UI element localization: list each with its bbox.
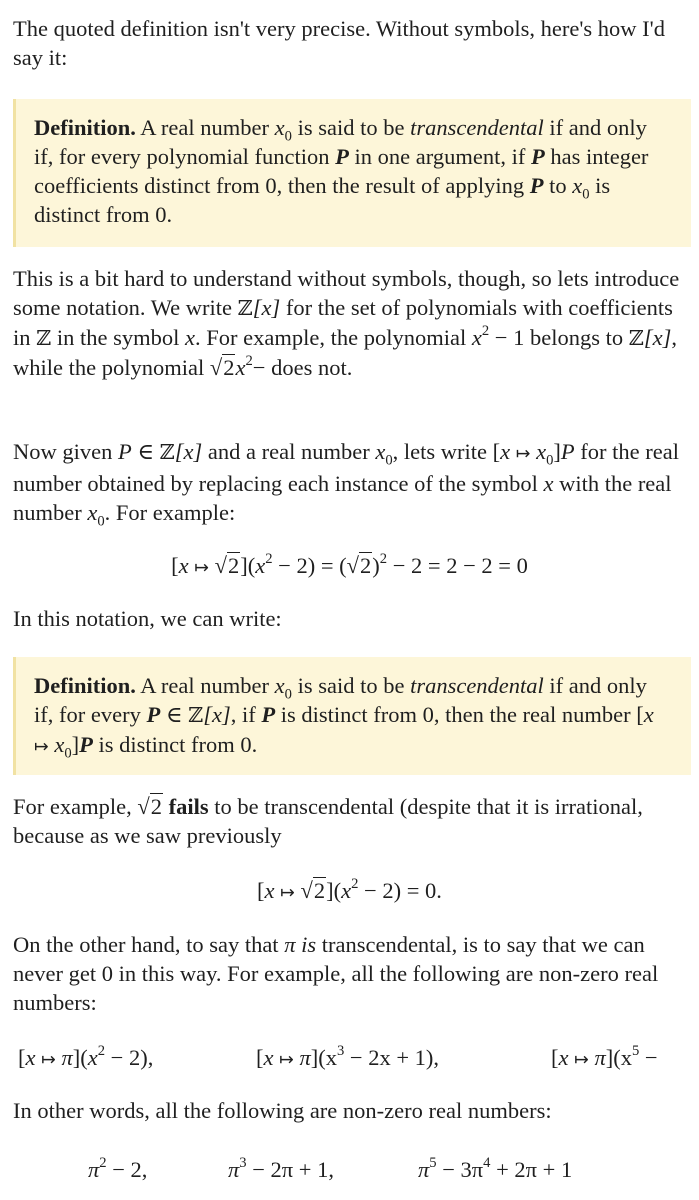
other-hand-paragraph: On the other hand, to say that π is transcendental, is to say that we can never get 0 in this way. For example, all the following are non-zero real numbers:	[13, 932, 659, 1015]
pi-values-row	[0, 1155, 699, 1185]
pi-value-3: $\pi^5 - 3\pi^4 + 2\pi + 1$	[418, 1155, 573, 1182]
equation-sqrt2-evaluation: [x ↦ $√2](x^2 - 2) = (√2)^2 - 2 = 2 - 2 = 0$	[171, 551, 528, 578]
pi-value-1: $\pi^2 - 2$,	[88, 1155, 148, 1182]
transcendental-term-2: transcendental	[410, 673, 544, 698]
in-notation-paragraph: In this notation, we can write:	[13, 606, 282, 631]
pi-value-2: $\pi^3 - 2\pi + 1$,	[228, 1155, 334, 1182]
definition-1-text: Definition. A real number $x_0$ is said to be transcendental if and only if, for every polynomial function P in one argument, if P has integer coefficients distinct from 0, then the result of applying P to $x_0$ is distinct from 0.	[34, 115, 649, 227]
transcendental-term: transcendental	[410, 115, 544, 140]
equation-sqrt2-zero: [x ↦ $√2](x^2 - 2) = 0$.	[257, 876, 442, 903]
notation-paragraph: This is a bit hard to understand without symbols, though, so lets introduce some notation. We write ℤ[x] for the set of polynomials with coefficients in ℤ in the symbol x. For example, the polynomial $x^2 - 1$ belongs to ℤ[x], while the polynomial $√2x^2-$ does not.	[13, 266, 680, 380]
definition-box-1	[13, 99, 691, 247]
definition-2-label: Definition.	[34, 673, 136, 698]
definition-2-text: Definition. A real number $x_0$ is said to be transcendental if and only if, for every P ∈ ℤ[x], if P is distinct from 0, then the real number [x ↦ $x_0]P$ is distinct from 0.	[34, 673, 654, 762]
pi-substitution-3: [x ↦ $\pi](x^5$ −	[551, 1043, 658, 1070]
example-paragraph: For example, √2 fails to be transcendental (despite that it is irrational, because as we saw previously	[13, 794, 643, 848]
in-other-words-paragraph: In other words, all the following are non-zero real numbers:	[13, 1098, 552, 1123]
definition-box-2	[13, 657, 691, 775]
pi-substitution-2: [x ↦ $\pi](x^3 - 2x + 1)$,	[256, 1043, 440, 1070]
intro-paragraph: The quoted definition isn't very precise. Without symbols, here's how I'd say it:	[13, 16, 665, 70]
pi-substitution-1: [x ↦ $\pi](x^2 - 2)$,	[18, 1043, 154, 1070]
pi-substitution-row	[0, 1043, 699, 1073]
definition-1-label: Definition.	[34, 115, 136, 140]
given-paragraph: Now given P ∈ ℤ[x] and a real number $x_0$, lets write [x ↦ $x_0]P$ for the real number obtained by replacing each instance of the symbol x with the real number $x_0$. For example:	[13, 439, 679, 530]
